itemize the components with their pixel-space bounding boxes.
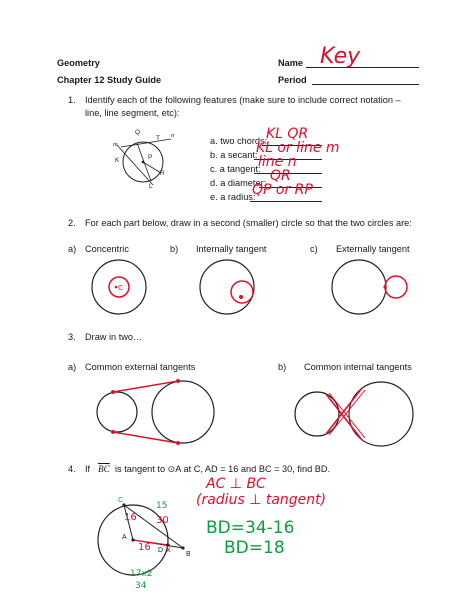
q4-equation-1: BD=34-16 [206, 518, 295, 538]
q4-mark-tan1: 15 [156, 501, 168, 511]
q1-item-c-label: c. a tangent: [210, 164, 261, 174]
q3b-tangent-3 [329, 393, 365, 438]
q1-item-e-label: e. a radius: [210, 192, 256, 202]
q3-prompt: Draw in two… [85, 332, 143, 342]
q1-item-d-answer: QR [270, 168, 291, 184]
q4-mark-r2: 16 [138, 542, 151, 553]
q1-item-c-answer: line n [258, 154, 297, 170]
guide-heading: Chapter 12 Study Guide [57, 75, 162, 85]
q3a-point-2 [176, 379, 180, 383]
q4-label-c: C [118, 497, 124, 504]
q1-label-n: n [171, 132, 175, 139]
period-line [312, 84, 419, 85]
q2-part-c-label: Externally tangent [336, 244, 410, 254]
q3-number: 3. [68, 332, 76, 342]
q2b-outer-circle [200, 260, 254, 314]
q1-label-q: Q [135, 129, 141, 136]
q2b-tangent-point [239, 295, 243, 299]
q4-number: 4. [68, 464, 76, 474]
q3b-small-circle [295, 392, 339, 436]
q2-part-b-letter: b) [170, 244, 179, 254]
q4-label-d: D [158, 547, 164, 554]
name-label: Name [278, 58, 304, 68]
q1-item-a-label: a. two chords: [210, 136, 268, 146]
q4-mark-r1: 16 [124, 512, 137, 523]
q1-label-m: m [113, 141, 118, 148]
q4-hand-perpendicular: AC ⊥ BC [206, 476, 266, 492]
q1-item-b-answer: KL or line m [256, 140, 340, 156]
q1-item-a-answer: KL QR [266, 126, 309, 142]
q2-number: 2. [68, 218, 76, 228]
q1-prompt-line1: Identify each of the following features (make sure to include correct notation – [85, 95, 401, 105]
q4-mark-tan2: 30 [156, 515, 169, 526]
q1-center-point [142, 161, 145, 164]
q4-point-b [181, 546, 184, 549]
q3a-lower-tangent [113, 432, 178, 443]
q1-label-p: P [148, 154, 153, 161]
period-label: Period [278, 75, 307, 85]
q3a-large-circle [152, 381, 214, 443]
q2b-inner-circle [231, 281, 253, 303]
q1-tangent-line [121, 139, 171, 147]
q2-part-b-label: Internally tangent [196, 244, 267, 254]
q3-part-a-letter: a) [68, 362, 77, 372]
q3-part-b-letter: b) [278, 362, 287, 372]
q2c-tangent-point [383, 285, 386, 288]
q4-work-1: 17x2 [130, 569, 153, 579]
subject-heading: Geometry [57, 58, 100, 68]
q3a-point-4 [176, 441, 180, 445]
q3-part-b-label: Common internal tangents [304, 362, 412, 372]
q2a-center-label: C [118, 284, 123, 292]
q4-mark-x: x [166, 545, 171, 554]
q2-prompt: For each part below, draw in a second (smaller) circle so that the two circles are: [85, 218, 412, 228]
q4-prompt-if: If [85, 464, 91, 474]
q4-figure [88, 490, 228, 600]
q4-prompt-rest: is tangent to ⊙A at C, AD = 16 and BC = 30, find BD. [115, 464, 331, 474]
q2c-outer-circle [332, 260, 386, 314]
q4-label-b: B [186, 551, 191, 558]
q4-equation-2: BD=18 [224, 538, 285, 558]
q3a-small-circle [97, 392, 137, 432]
q4-prompt-bc: $\overline{BC}$ [98, 464, 110, 474]
q1-item-b-label: b. a secant: [210, 150, 258, 160]
q3a-upper-tangent [113, 381, 178, 392]
q1-prompt-line2: line, line segment, etc): [85, 108, 180, 118]
q4-point-a [131, 538, 134, 541]
q1-label-t: T [156, 135, 160, 142]
name-answer: Key [320, 44, 361, 69]
q2a-center-dot [115, 286, 118, 289]
q2c-small-circle [385, 276, 407, 298]
q2-figures [0, 255, 474, 325]
q2-part-c-letter: c) [310, 244, 318, 254]
q1-label-k: K [115, 157, 120, 164]
q1-item-d-label: d. a diameter: [210, 178, 267, 188]
q3-figures [0, 372, 474, 462]
q4-work-2: 34 [135, 581, 147, 591]
q1-item-e-line [250, 201, 322, 202]
q1-item-e-answer: QP or RP [252, 182, 313, 198]
q1-label-l: L [149, 183, 153, 190]
q4-hand-reason: (radius ⊥ tangent) [196, 492, 327, 508]
q1-label-r: R [160, 170, 165, 177]
q4-label-a: A [122, 534, 127, 541]
q2-part-a-label: Concentric [85, 244, 129, 254]
q2-part-a-letter: a) [68, 244, 77, 254]
q3-part-a-label: Common external tangents [85, 362, 196, 372]
q1-figure [95, 125, 215, 195]
q3a-point-1 [111, 390, 115, 394]
q1-number: 1. [68, 95, 76, 105]
q3b-tangent-4 [329, 390, 365, 435]
q3a-point-3 [111, 430, 115, 434]
